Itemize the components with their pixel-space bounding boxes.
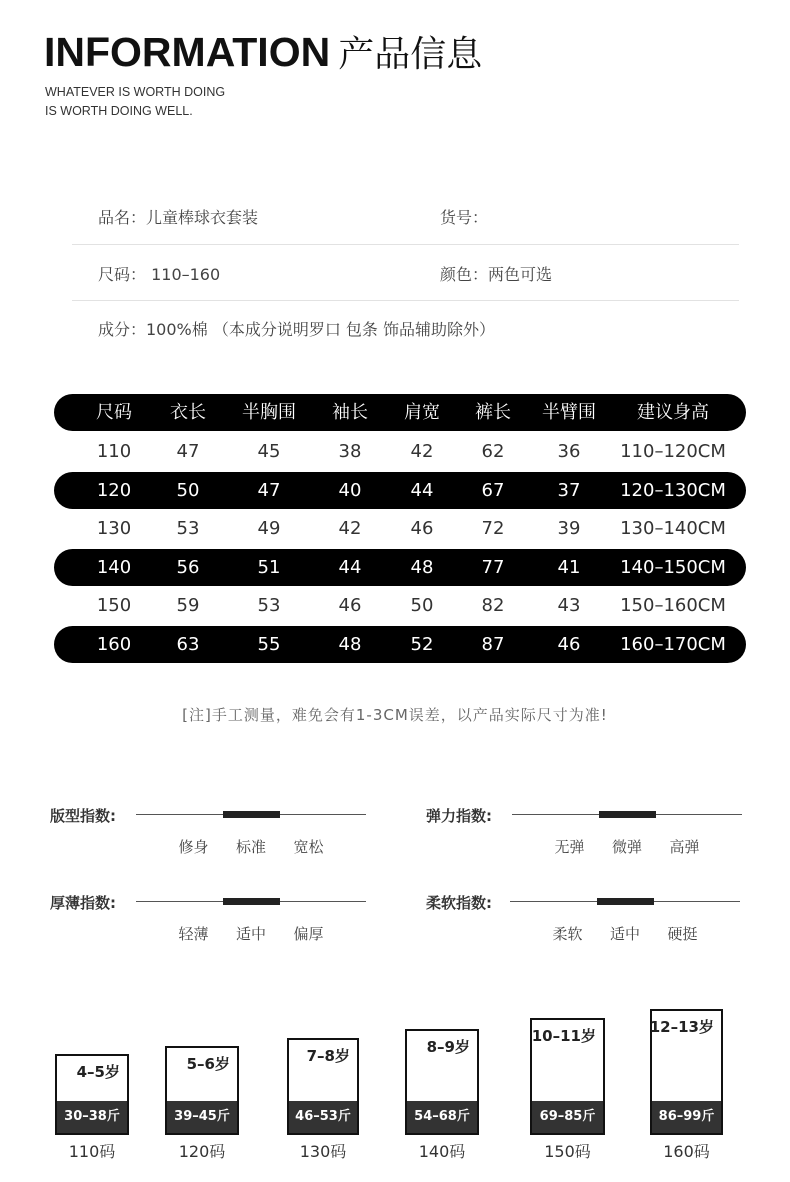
age-size-box	[405, 1029, 479, 1135]
table-cell: 44	[338, 557, 362, 578]
index-label: 弹力指数:	[426, 807, 492, 825]
table-header-cell: 建议身高	[637, 402, 709, 423]
weight-label: 46–53斤	[289, 1101, 357, 1133]
size-code-label: 150码	[544, 1142, 591, 1161]
table-cell: 47	[257, 480, 281, 501]
table-cell: 120	[96, 480, 132, 501]
table-cell: 49	[257, 518, 281, 539]
table-cell: 42	[410, 441, 434, 462]
size-table-row	[54, 626, 746, 663]
size-code-label: 130码	[299, 1142, 347, 1161]
table-cell: 140–150CM	[620, 557, 726, 578]
weight-label: 86–99斤	[652, 1101, 721, 1133]
table-cell: 43	[557, 595, 581, 616]
table-cell: 50	[410, 595, 434, 616]
size-table-row	[54, 433, 746, 470]
index-option: 轻薄	[178, 925, 209, 943]
index-selected-marker	[223, 898, 280, 905]
age-label: 7–8岁	[306, 1047, 350, 1065]
table-cell: 130	[96, 518, 132, 539]
table-cell: 110	[96, 441, 132, 462]
table-cell: 160–170CM	[620, 634, 726, 655]
divider	[72, 300, 739, 301]
table-cell: 120–130CM	[620, 480, 726, 501]
table-cell: 48	[410, 557, 434, 578]
measurement-note: [注]手工测量，难免会有1-3CM误差，以产品实际尺寸为准!	[182, 706, 608, 724]
table-cell: 110–120CM	[620, 441, 726, 462]
table-cell: 87	[481, 634, 505, 655]
table-cell: 150	[96, 595, 132, 616]
weight-label: 39–45斤	[167, 1101, 237, 1133]
table-cell: 130–140CM	[620, 518, 726, 539]
table-cell: 38	[338, 441, 362, 462]
table-cell: 41	[557, 557, 581, 578]
index-label: 厚薄指数:	[50, 894, 116, 912]
index-selected-marker	[599, 811, 656, 818]
table-cell: 37	[557, 480, 581, 501]
size-code-label: 110码	[68, 1142, 116, 1161]
table-cell: 52	[410, 634, 434, 655]
table-cell: 48	[338, 634, 362, 655]
index-option: 适中	[609, 925, 640, 943]
age-label: 8–9岁	[426, 1038, 470, 1056]
table-cell: 46	[410, 518, 434, 539]
subtitle-line-2: IS WORTH DOING WELL.	[45, 104, 193, 118]
table-cell: 44	[410, 480, 434, 501]
table-cell: 67	[481, 480, 505, 501]
age-label: 5–6岁	[186, 1055, 230, 1073]
table-header-cell: 袖长	[332, 402, 368, 423]
size-code-label: 160码	[663, 1142, 710, 1161]
index-label: 版型指数:	[50, 807, 116, 825]
index-option: 适中	[235, 925, 266, 943]
index-option: 硬挺	[667, 925, 698, 943]
age-label: 12–13岁	[649, 1018, 714, 1036]
table-header-cell: 衣长	[170, 402, 206, 423]
table-cell: 46	[557, 634, 581, 655]
table-header-cell: 肩宽	[404, 402, 440, 423]
divider	[72, 244, 739, 245]
table-cell: 160	[96, 634, 132, 655]
table-cell: 72	[481, 518, 505, 539]
size-table-row	[54, 587, 746, 624]
info-size: 尺码： 110–160	[98, 265, 221, 284]
index-option: 修身	[178, 838, 209, 856]
index-option: 微弹	[611, 838, 642, 856]
subtitle-line-1: WHATEVER IS WORTH DOING	[45, 85, 226, 99]
size-table-row	[54, 472, 746, 509]
title-cn: 产品信息	[338, 34, 483, 75]
age-label: 10–11岁	[531, 1027, 596, 1045]
table-cell: 53	[257, 595, 281, 616]
table-header-cell: 半臂围	[542, 402, 596, 423]
table-cell: 40	[338, 480, 362, 501]
index-label: 柔软指数:	[426, 894, 492, 912]
index-selected-marker	[597, 898, 654, 905]
table-cell: 140	[96, 557, 132, 578]
age-size-box	[650, 1009, 723, 1135]
index-option: 无弹	[554, 838, 585, 856]
table-header-cell: 裤长	[475, 402, 511, 423]
info-material: 成分：100%棉 （本成分说明罗口 包条 饰品辅助除外）	[98, 320, 496, 339]
size-table-row	[54, 549, 746, 586]
table-cell: 46	[338, 595, 362, 616]
table-cell: 63	[176, 634, 200, 655]
weight-label: 54–68斤	[407, 1101, 477, 1133]
table-cell: 62	[481, 441, 505, 462]
table-cell: 51	[257, 557, 281, 578]
table-cell: 42	[338, 518, 362, 539]
table-cell: 45	[257, 441, 281, 462]
index-option: 偏厚	[293, 925, 324, 943]
table-cell: 39	[557, 518, 581, 539]
table-cell: 59	[176, 595, 200, 616]
size-code-label: 140码	[418, 1142, 466, 1161]
table-cell: 53	[176, 518, 200, 539]
table-cell: 82	[481, 595, 505, 616]
size-code-label: 120码	[178, 1142, 226, 1161]
weight-label: 30–38斤	[57, 1101, 127, 1133]
table-header-cell: 尺码	[96, 402, 132, 423]
size-table-row	[54, 510, 746, 547]
index-selected-marker	[223, 811, 280, 818]
table-cell: 77	[481, 557, 505, 578]
title-en: INFORMATION	[44, 29, 331, 75]
age-size-box	[165, 1046, 239, 1135]
table-header-cell: 半胸围	[242, 402, 296, 423]
index-option: 标准	[235, 838, 266, 856]
page-title	[44, 26, 482, 77]
age-label: 4–5岁	[76, 1063, 120, 1081]
table-cell: 56	[176, 557, 200, 578]
size-table-header	[54, 394, 746, 431]
table-cell: 47	[176, 441, 200, 462]
age-size-box	[55, 1054, 129, 1135]
table-cell: 36	[557, 441, 581, 462]
weight-label: 69–85斤	[532, 1101, 603, 1133]
table-cell: 150–160CM	[620, 595, 726, 616]
index-option: 高弹	[669, 838, 700, 856]
age-size-box	[530, 1018, 605, 1135]
table-cell: 50	[176, 480, 200, 501]
index-option: 柔软	[552, 925, 583, 943]
table-cell: 55	[257, 634, 281, 655]
info-name: 品名：儿童棒球衣套装	[98, 208, 259, 227]
age-size-box	[287, 1038, 359, 1135]
info-item-no: 货号：	[440, 208, 489, 227]
info-color: 颜色：两色可选	[440, 265, 553, 284]
index-option: 宽松	[293, 838, 324, 856]
